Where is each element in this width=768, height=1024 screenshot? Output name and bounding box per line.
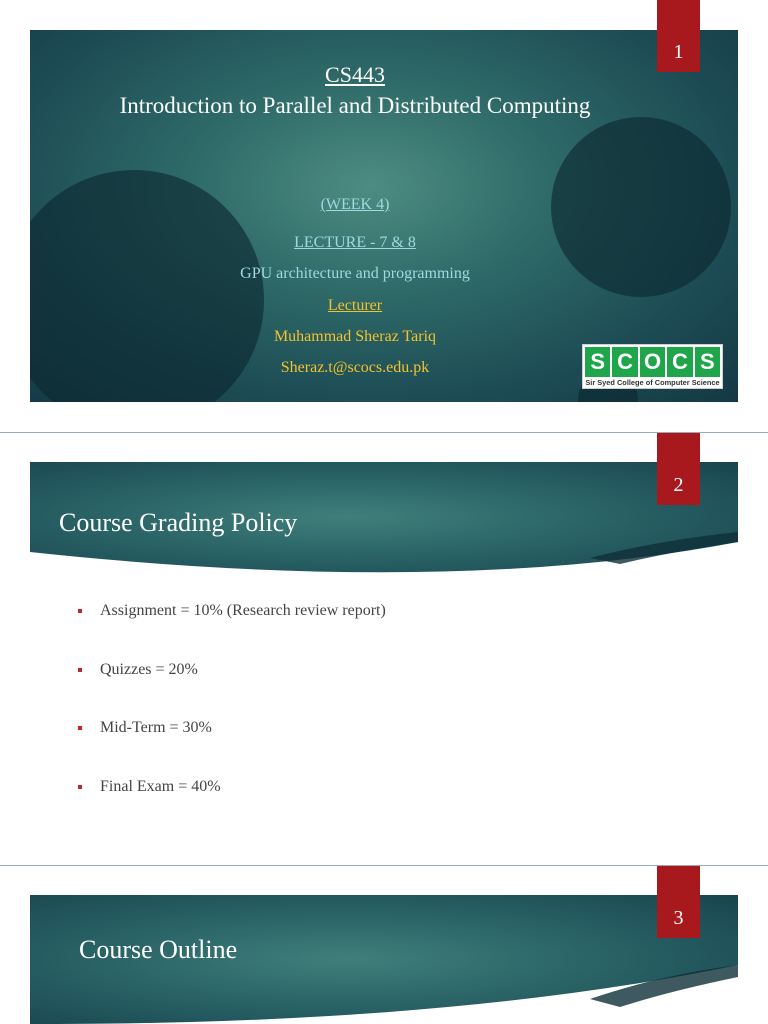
bullet-icon (78, 785, 82, 789)
slide-3 (0, 866, 768, 1024)
lecture-topic: GPU architecture and programming (240, 265, 470, 282)
bullet-text: Assignment = 10% (Research review report) (100, 602, 386, 619)
lecturer-name: Muhammad Sheraz Tariq (273, 328, 437, 345)
slide-number-badge: 3 (657, 866, 700, 938)
slide-title: Course Grading Policy (59, 508, 298, 537)
bullet-icon (78, 726, 82, 730)
bullet-icon (78, 668, 82, 672)
slide-title: Course Outline (79, 935, 238, 964)
slide-number-badge: 2 (657, 433, 700, 505)
scocs-logo (582, 344, 723, 389)
course-code: CS443 (325, 62, 385, 87)
slide-1 (0, 0, 768, 432)
week-label: (WEEK 4) (320, 196, 390, 213)
slide-2 (0, 433, 768, 865)
logo-letter: O (640, 347, 665, 377)
logo-letter: S (695, 347, 720, 377)
bullet-text: Final Exam = 40% (100, 778, 221, 795)
bullet-text: Quizzes = 20% (100, 661, 198, 678)
bullet-icon (78, 609, 82, 613)
logo-subtitle: Sir Syed College of Computer Science (585, 378, 720, 387)
logo-letter: C (612, 347, 637, 377)
bullet-text: Mid-Term = 30% (100, 719, 212, 736)
course-title: Introduction to Parallel and Distributed Computing (119, 93, 591, 118)
logo-letters (585, 347, 720, 377)
logo-letter: C (667, 347, 692, 377)
lecture-label: LECTURE - 7 & 8 (294, 234, 416, 251)
logo-letter: S (585, 347, 610, 377)
slide-number-badge: 1 (657, 0, 700, 72)
lecturer-label: Lecturer (327, 297, 383, 314)
lecturer-email: Sheraz.t@scocs.edu.pk (280, 359, 430, 376)
